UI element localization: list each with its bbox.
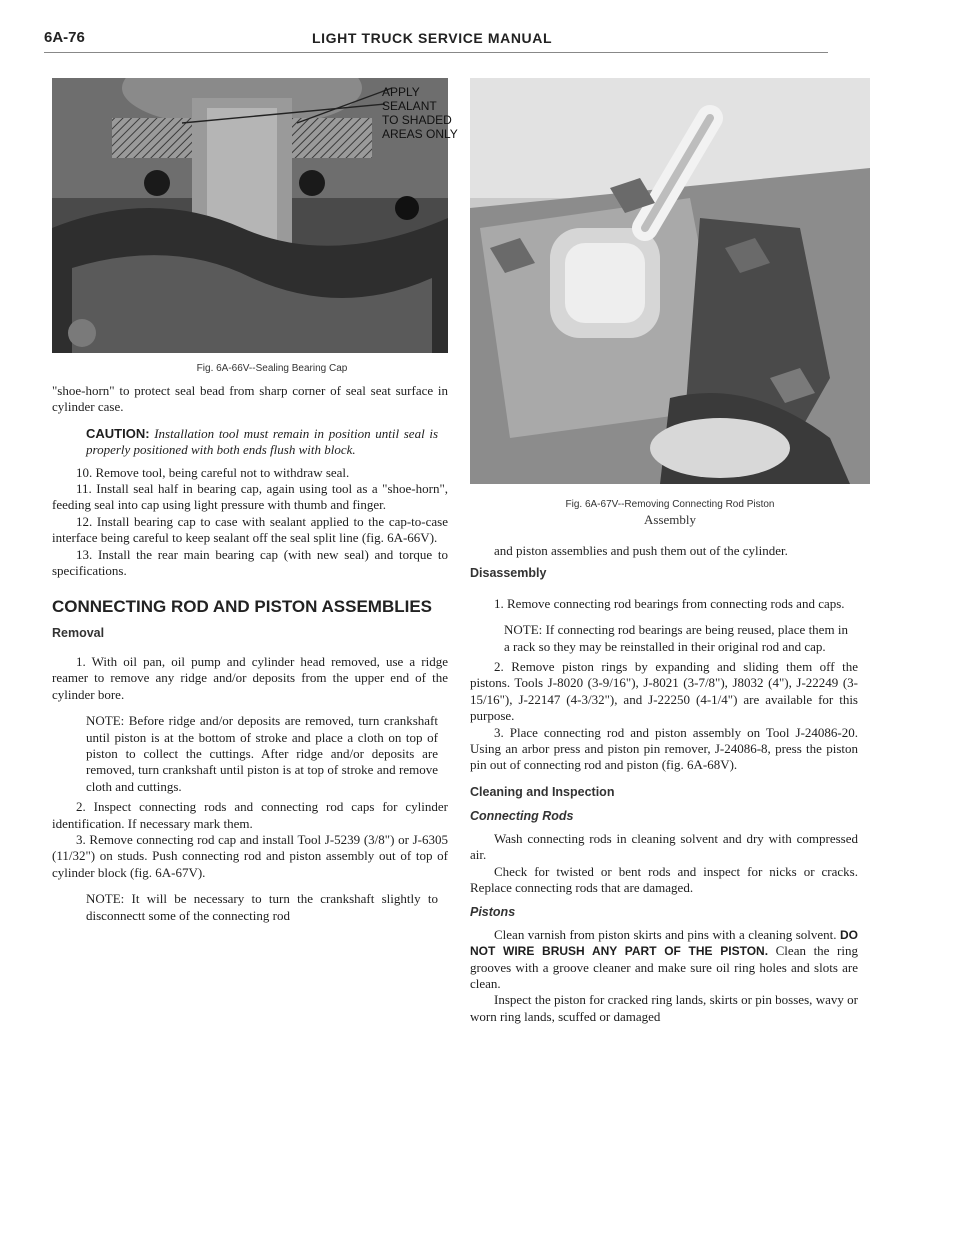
sealant-callout <box>382 85 458 141</box>
disassembly-step-2: 2. Remove piston rings by expanding and sliding them off the pistons. Tools J-8020 (3-9/16"), J-8021 (3-7/8"), J8032 (4"), J-22249 (3-15/16"), J-22147 (4-3/32"), and J-22250 (4-1/4") are available for this purpose. <box>470 659 858 724</box>
cleaning-heading: Cleaning and Inspection <box>470 784 615 799</box>
callout-line: TO SHADED <box>382 113 452 127</box>
paragraph: Clean varnish from piston skirts and pins with a cleaning solvent. DO NOT WIRE BRUSH ANY PART OF THE PISTON. Clean the ring grooves with a groove cleaner and make sure oil ring holes and slots are clean. <box>470 926 859 991</box>
removal-note: NOTE: Before ridge and/or deposits are removed, turn crankshaft until piston is at the bottom of stroke and place a cloth on top of piston to collect the cuttings. After ridge and/or deposits are removed, turn crankshaft until piston is at top of stroke and remove cloth and cuttings. <box>86 713 438 794</box>
paragraph: "shoe-horn" to protect seal bead from sharp corner of seal seat surface in cylinder case. <box>52 383 448 415</box>
step-12: 12. Install bearing cap to case with sealant applied to the cap-to-case interface being careful to keep sealant off the seal split line (fig. 6A-66V). <box>52 513 448 546</box>
paragraph: Inspect the piston for cracked ring lands, skirts or pin bosses, wavy or worn ring lands, scuffed or damaged <box>470 992 858 1024</box>
removal-3-note: NOTE: It will be necessary to turn the crankshaft slightly to disconnectt some of the connecting rod <box>86 891 438 923</box>
figure-caption: Fig. 6A-66V--Sealing Bearing Cap <box>196 363 348 374</box>
connecting-rod-photo <box>470 78 870 484</box>
caption-line: Fig. 6A-67V--Removing Connecting Rod Piston <box>565 499 775 510</box>
removal-heading: Removal <box>52 626 105 641</box>
left-column <box>52 383 448 928</box>
right-column <box>470 543 858 1025</box>
callout-line: APPLY <box>382 85 420 99</box>
manual-title: LIGHT TRUCK SERVICE MANUAL <box>312 30 553 46</box>
caution-block <box>86 426 438 459</box>
step-13: 13. Install the rear main bearing cap (with new seal) and torque to specifications. <box>52 546 448 579</box>
warning-text: DO NOT WIRE BRUSH ANY PART OF THE PISTON. <box>470 927 859 959</box>
disassembly-step-1: 1. Remove connecting rod bearings from connecting rods and caps. <box>494 595 845 611</box>
header-rule <box>44 52 828 53</box>
disassembly-step-3: 3. Place connecting rod and piston assembly on Tool J-24086-20. Using an arbor press and piston pin remover, J-24086-8, press the piston pin out of connecting rod and piston (fig. 6A-68V). <box>470 724 858 773</box>
step-11: 11. Install seal half in bearing cap, again using tool as a "shoe-horn", feeding seal into cap using light pressure with thumb and finger. <box>52 481 448 513</box>
page-number: 6A-76 <box>44 29 85 46</box>
rods-heading: Connecting Rods <box>470 809 574 824</box>
removal-step-2: 2. Inspect connecting rods and connecting rod caps for cylinder identification. If necessary mark them. <box>52 799 448 831</box>
removal-step-1: 1. With oil pan, oil pump and cylinder head removed, use a ridge reamer to remove any ridge and/or deposits from the upper end of the cylinder bore. <box>52 653 448 702</box>
callout-line: SEALANT <box>382 99 437 113</box>
callout-line: AREAS ONLY <box>382 127 458 141</box>
removal-step-3: 3. Remove connecting rod cap and install Tool J-5239 (3/8") or J-6305 (11/32") on studs. Push connecting rod and piston assembly out of top of cylinder block (fig. 6A-67V). <box>52 831 448 880</box>
pistons-heading: Pistons <box>470 905 516 920</box>
paragraph: Check for twisted or bent rods and inspect for nicks or cracks. Replace connecting rods that are damaged. <box>470 863 858 895</box>
figure-caption <box>540 497 800 527</box>
paragraph: and piston assemblies and push them out of the cylinder. <box>494 543 788 558</box>
caution-text: Installation tool must remain in position until seal is properly positioned with both ends flush with block. <box>86 425 439 458</box>
caution-label: CAUTION: <box>86 425 150 441</box>
section-heading: CONNECTING ROD AND PISTON ASSEMBLIES <box>52 597 433 617</box>
disassembly-note: NOTE: If connecting rod bearings are being reused, place them in a rack so they may be reinstalled in their original rod and cap. <box>504 622 848 654</box>
disassembly-heading: Disassembly <box>470 566 547 581</box>
caption-line: Assembly <box>644 512 696 527</box>
paragraph: Wash connecting rods in cleaning solvent and dry with compressed air. <box>470 830 858 863</box>
step-10: 10. Remove tool, being careful not to withdraw seal. <box>76 464 350 480</box>
